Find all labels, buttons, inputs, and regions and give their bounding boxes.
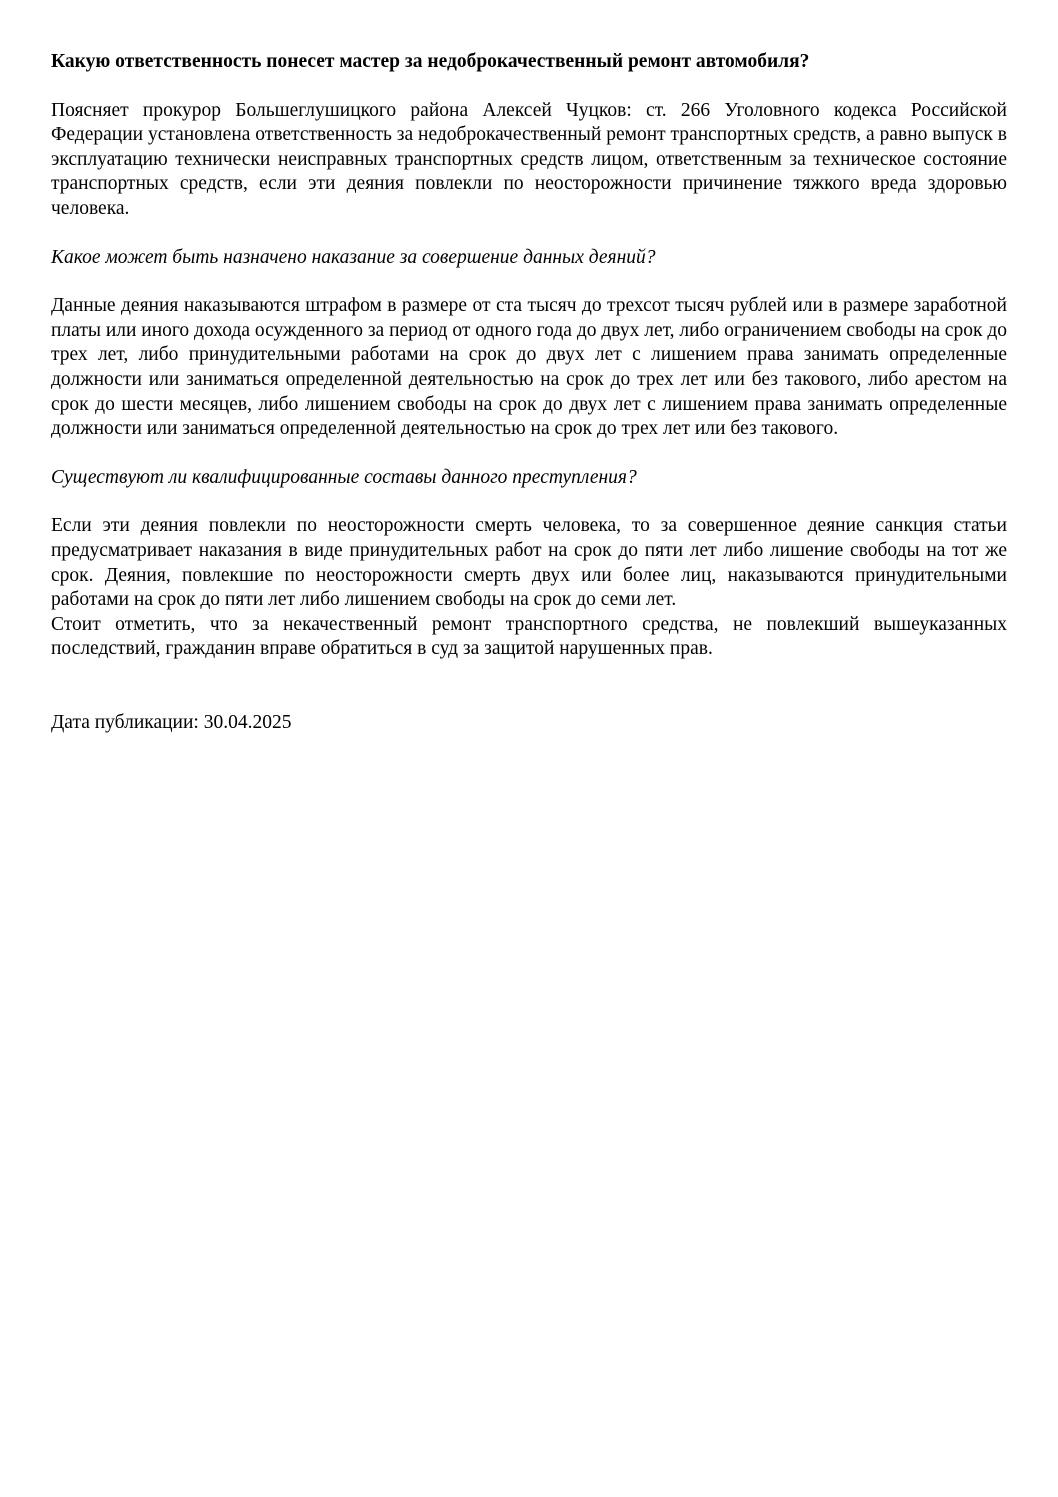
question-heading-1: Какое может быть назначено наказание за совершение данных деяний?: [51, 246, 656, 268]
publication-date: Дата публикации: 30.04.2025: [51, 711, 292, 733]
answer-paragraph-2: Если эти деяния повлекли по неосторожности смерть человека, то за совершенное деяние санкция статьи предусматривает наказания в виде принудительных работ на срок до пяти лет либо лишение свободы на тот же срок. Деяния, повлекшие по неосторожности смерть двух или более лиц, наказываются принудительными работами на срок до пяти лет либо лишением свободы на срок до семи лет.: [51, 515, 1007, 611]
intro-paragraph: Поясняет прокурор Большеглушицкого района Алексей Чуцков: ст. 266 Уголовного кодекса Российской Федерации установлена ответственность за недоброкачественный ремонт транспортных средств, а равно выпуск в эксплуатацию технически неисправных транспортных средств лицом, ответственным за техническое состояние транспортных средств, если эти деяния повлекли по неосторожности причинение тяжкого вреда здоровью человека.: [51, 99, 1007, 219]
document-page: [51, 50, 1007, 735]
question-heading-2: Существуют ли квалифицированные составы данного преступления?: [51, 466, 637, 488]
spacer: [51, 662, 1007, 711]
answer-paragraph-1: Данные деяния наказываются штрафом в размере от ста тысяч до трехсот тысяч рублей или в размере заработной платы или иного дохода осужденного за период от одного года до двух лет, либо ограничением свободы на срок до трех лет, либо принудительными работами на срок до двух лет с лишением права занимать определенные должности или заниматься определенной деятельностью на срок до трех лет или без такового, либо арестом на срок до шести месяцев, либо лишением свободы на срок до двух лет с лишением права занимать определенные должности или заниматься определенной деятельностью на срок до трех лет или без такового.: [51, 295, 1007, 440]
note-paragraph: Стоит отметить, что за некачественный ремонт транспортного средства, не повлекший вышеуказанных последствий, гражданин вправе обратиться в суд за защитой нарушенных прав.: [51, 613, 1007, 660]
document-title: Какую ответственность понесет мастер за недоброкачественный ремонт автомобиля?: [51, 51, 810, 72]
